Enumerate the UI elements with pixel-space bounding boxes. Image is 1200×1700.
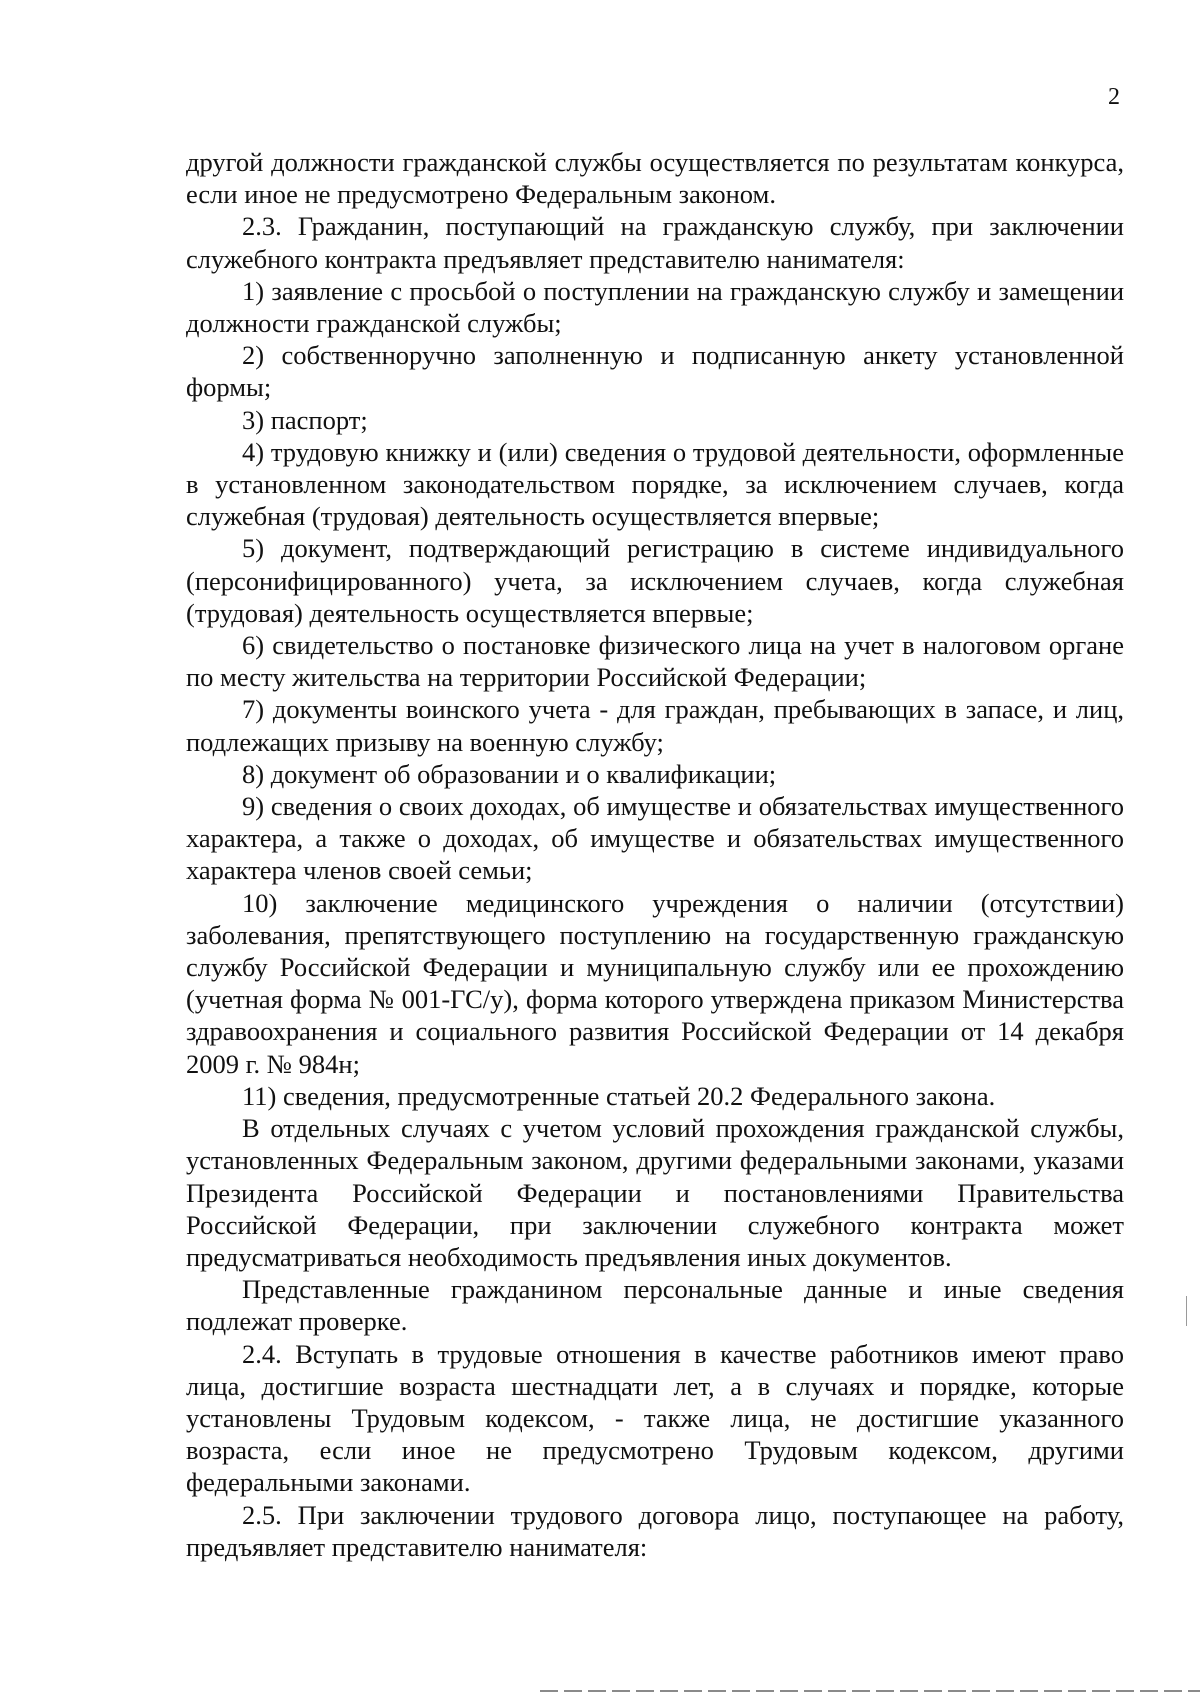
paragraph: 10) заключение медицинского учреждения о наличии (отсутствии) заболевания, препятствующего поступлению на государственную гражданскую службу Российской Федерации и муниципальную службу или ее прохождению (учетная форма № 001-ГС/у), форма которого утверждена приказом Министерства здравоохранения и социального развития Российской Федерации от 14 декабря 2009 г. № 984н; xyxy=(186,887,1124,1079)
paragraph: 3) паспорт; xyxy=(242,404,368,435)
paragraph: 2.4. Вступать в трудовые отношения в качестве работников имеют право лица, достигшие возраста шестнадцати лет, а в случаях и порядке, которые установлены Трудовым кодексом, - также лица, не достигшие указанного возраста, если иное не предусмотрено Трудовым кодексом, другими федеральными законами. xyxy=(186,1338,1124,1498)
paragraph: 7) документы воинского учета - для граждан, пребывающих в запасе, и лиц, подлежащих призыву на военную службу; xyxy=(186,694,1124,757)
paragraph: 11) сведения, предусмотренные статьей 20.2 Федерального закона. xyxy=(242,1080,996,1111)
paragraph: 4) трудовую книжку и (или) сведения о трудовой деятельности, оформленные в установленном законодательством порядке, за исключением случаев, когда служебная (трудовая) деятельность осуществляется впервые; xyxy=(186,436,1124,532)
paragraph: 2.5. При заключении трудового договора лицо, поступающее на работу, предъявляет представителю нанимателя: xyxy=(186,1499,1124,1562)
paragraph: 5) документ, подтверждающий регистрацию в системе индивидуального (персонифицированного) учета, за исключением случаев, когда служебная (трудовая) деятельность осуществляется впервые; xyxy=(186,533,1124,628)
scan-bottom-edge xyxy=(540,1690,1200,1692)
scan-edge-mark xyxy=(1186,1296,1187,1326)
paragraph: 2.3. Гражданин, поступающий на гражданскую службу, при заключении служебного контракта предъявляет представителю нанимателя: xyxy=(186,211,1124,274)
paragraph: В отдельных случаях с учетом условий прохождения гражданской службы, установленных Федеральным законом, другими федеральными законами, указами Президента Российской Федерации и постановлениями Правительства Российской Федерации, при заключении служебного контракта может предусматриваться необходимость предъявления иных документов. xyxy=(186,1113,1124,1272)
paragraph: 1) заявление с просьбой о поступлении на гражданскую службу и замещении должности гражданской службы; xyxy=(186,275,1124,339)
paragraph: 2) собственноручно заполненную и подписанную анкету установленной формы; xyxy=(186,340,1124,403)
document-body xyxy=(186,146,1124,1563)
paragraph: Представленные гражданином персональные данные и иные сведения подлежат проверке. xyxy=(186,1274,1124,1337)
paragraph: другой должности гражданской службы осуществляется по результатам конкурса, если иное не предусмотрено Федеральным законом. xyxy=(186,147,1124,210)
page-number: 2 xyxy=(1108,84,1120,110)
paragraph: 9) сведения о своих доходах, об имуществе и обязательствах имущественного характера, а также о доходах, об имуществе и обязательствах имущественного характера членов своей семьи; xyxy=(186,791,1124,886)
paragraph: 8) документ об образовании и о квалификации; xyxy=(242,758,777,789)
paragraph: 6) свидетельство о постановке физического лица на учет в налоговом органе по месту жительства на территории Российской Федерации; xyxy=(186,630,1124,693)
